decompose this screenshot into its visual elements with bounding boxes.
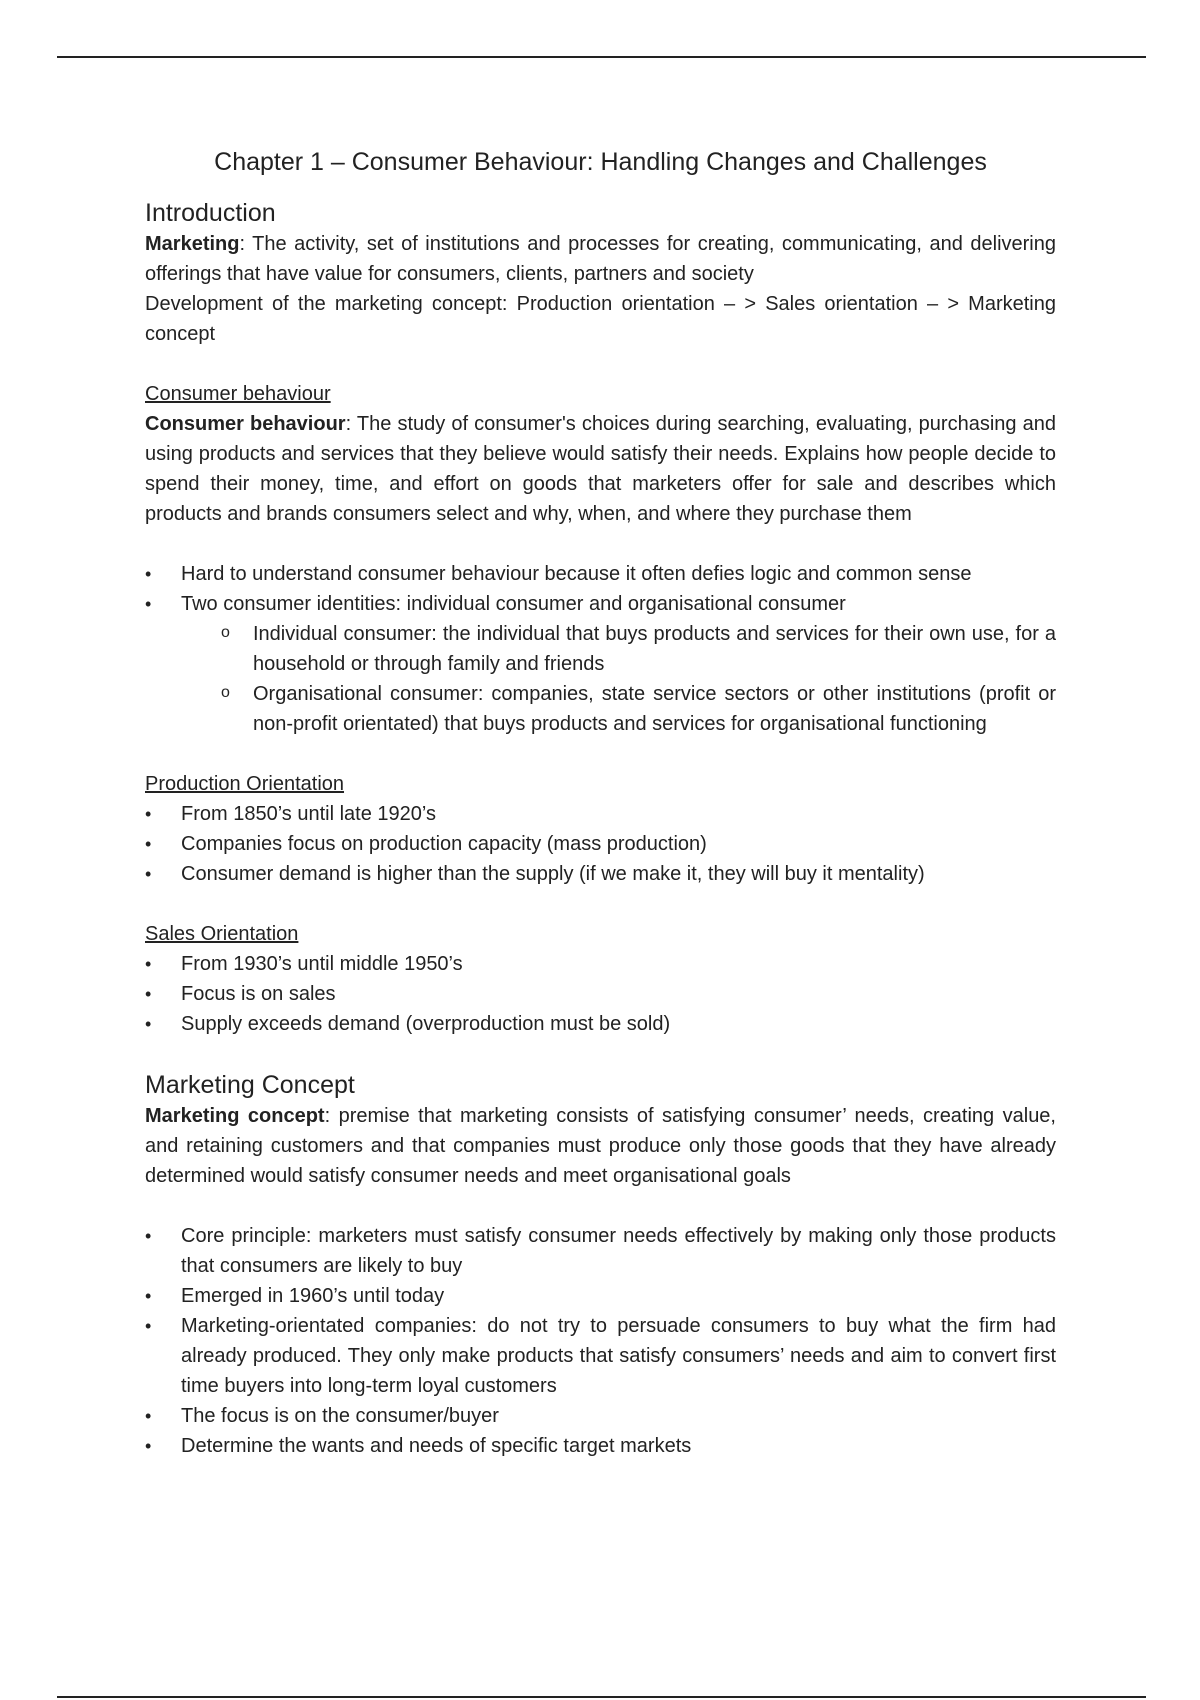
header-rule xyxy=(57,56,1146,58)
consumer-behaviour-list xyxy=(145,559,1056,739)
production-orientation-heading: Production Orientation xyxy=(145,773,345,795)
marketing-concept-definition-text: : premise that marketing consists of satisfying consumer’ needs, creating value, and retaining customers and that companies must produce only those goods that they have already determined would satisfy consumer needs and meet organisational goals xyxy=(145,1105,1056,1187)
marketing-concept-definition xyxy=(145,1101,1056,1191)
list-item: • From 1930’s until middle 1950’s xyxy=(145,949,1056,979)
list-item: • Focus is on sales xyxy=(145,979,1056,1009)
list-item: • Marketing-orientated companies: do not try to persuade consumers to buy what the firm had already produced. They only make products that satisfy consumers’ needs and aim to convert first time buyers into long-term loyal customers xyxy=(145,1311,1056,1401)
consumer-behaviour-term: Consumer behaviour xyxy=(145,413,346,435)
intro-heading: Introduction xyxy=(145,199,276,227)
marketing-definition-text: : The activity, set of institutions and processes for creating, communicating, and delivering offerings that have value for consumers, clients, partners and society xyxy=(145,233,1056,285)
list-item-text: Two consumer identities: individual consumer and organisational consumer xyxy=(181,593,846,615)
consumer-behaviour-heading: Consumer behaviour xyxy=(145,383,331,405)
list-item: • From 1850’s until late 1920’s xyxy=(145,799,1056,829)
marketing-development: Development of the marketing concept: Production orientation – > Sales orientation – > Marketing concept xyxy=(145,293,1056,345)
marketing-concept-term: Marketing concept xyxy=(145,1105,325,1127)
list-item: • Core principle: marketers must satisfy consumer needs effectively by making only those products that consumers are likely to buy xyxy=(145,1221,1056,1281)
list-item: • Supply exceeds demand (overproduction must be sold) xyxy=(145,1009,1056,1039)
footer-rule xyxy=(57,1696,1146,1698)
sub-list-item: o Organisational consumer: companies, state service sectors or other institutions (profit or non-profit orientated) that buys products and services for organisational functioning xyxy=(181,679,1056,739)
sub-list-item: o Individual consumer: the individual that buys products and services for their own use, for a household or through family and friends xyxy=(181,619,1056,679)
marketing-term: Marketing xyxy=(145,233,240,255)
list-item: • Hard to understand consumer behaviour because it often defies logic and common sense xyxy=(145,559,1056,589)
marketing-definition xyxy=(145,229,1056,289)
marketing-concept-list xyxy=(145,1221,1056,1461)
consumer-behaviour-definition-text: : The study of consumer's choices during searching, evaluating, purchasing and using products and services that they believe would satisfy their needs. Explains how people decide to spend their money, time, and effort on goods that marketers offer for sale and describes which products and brands consumers select and why, when, and where they purchase them xyxy=(145,413,1056,525)
marketing-concept-heading: Marketing Concept xyxy=(145,1071,355,1099)
page-title: Chapter 1 – Consumer Behaviour: Handling Changes and Challenges xyxy=(214,148,987,176)
list-item: • Determine the wants and needs of specific target markets xyxy=(145,1431,1056,1461)
document-body xyxy=(145,145,1056,1461)
list-item xyxy=(145,589,1056,739)
list-item: • The focus is on the consumer/buyer xyxy=(145,1401,1056,1431)
sales-orientation-list xyxy=(145,949,1056,1039)
consumer-behaviour-definition xyxy=(145,409,1056,529)
consumer-identity-sublist xyxy=(181,619,1056,739)
production-orientation-list xyxy=(145,799,1056,889)
list-item: • Emerged in 1960’s until today xyxy=(145,1281,1056,1311)
list-item: • Companies focus on production capacity (mass production) xyxy=(145,829,1056,859)
list-item: • Consumer demand is higher than the supply (if we make it, they will buy it mentality) xyxy=(145,859,1056,889)
sales-orientation-heading: Sales Orientation xyxy=(145,923,299,945)
